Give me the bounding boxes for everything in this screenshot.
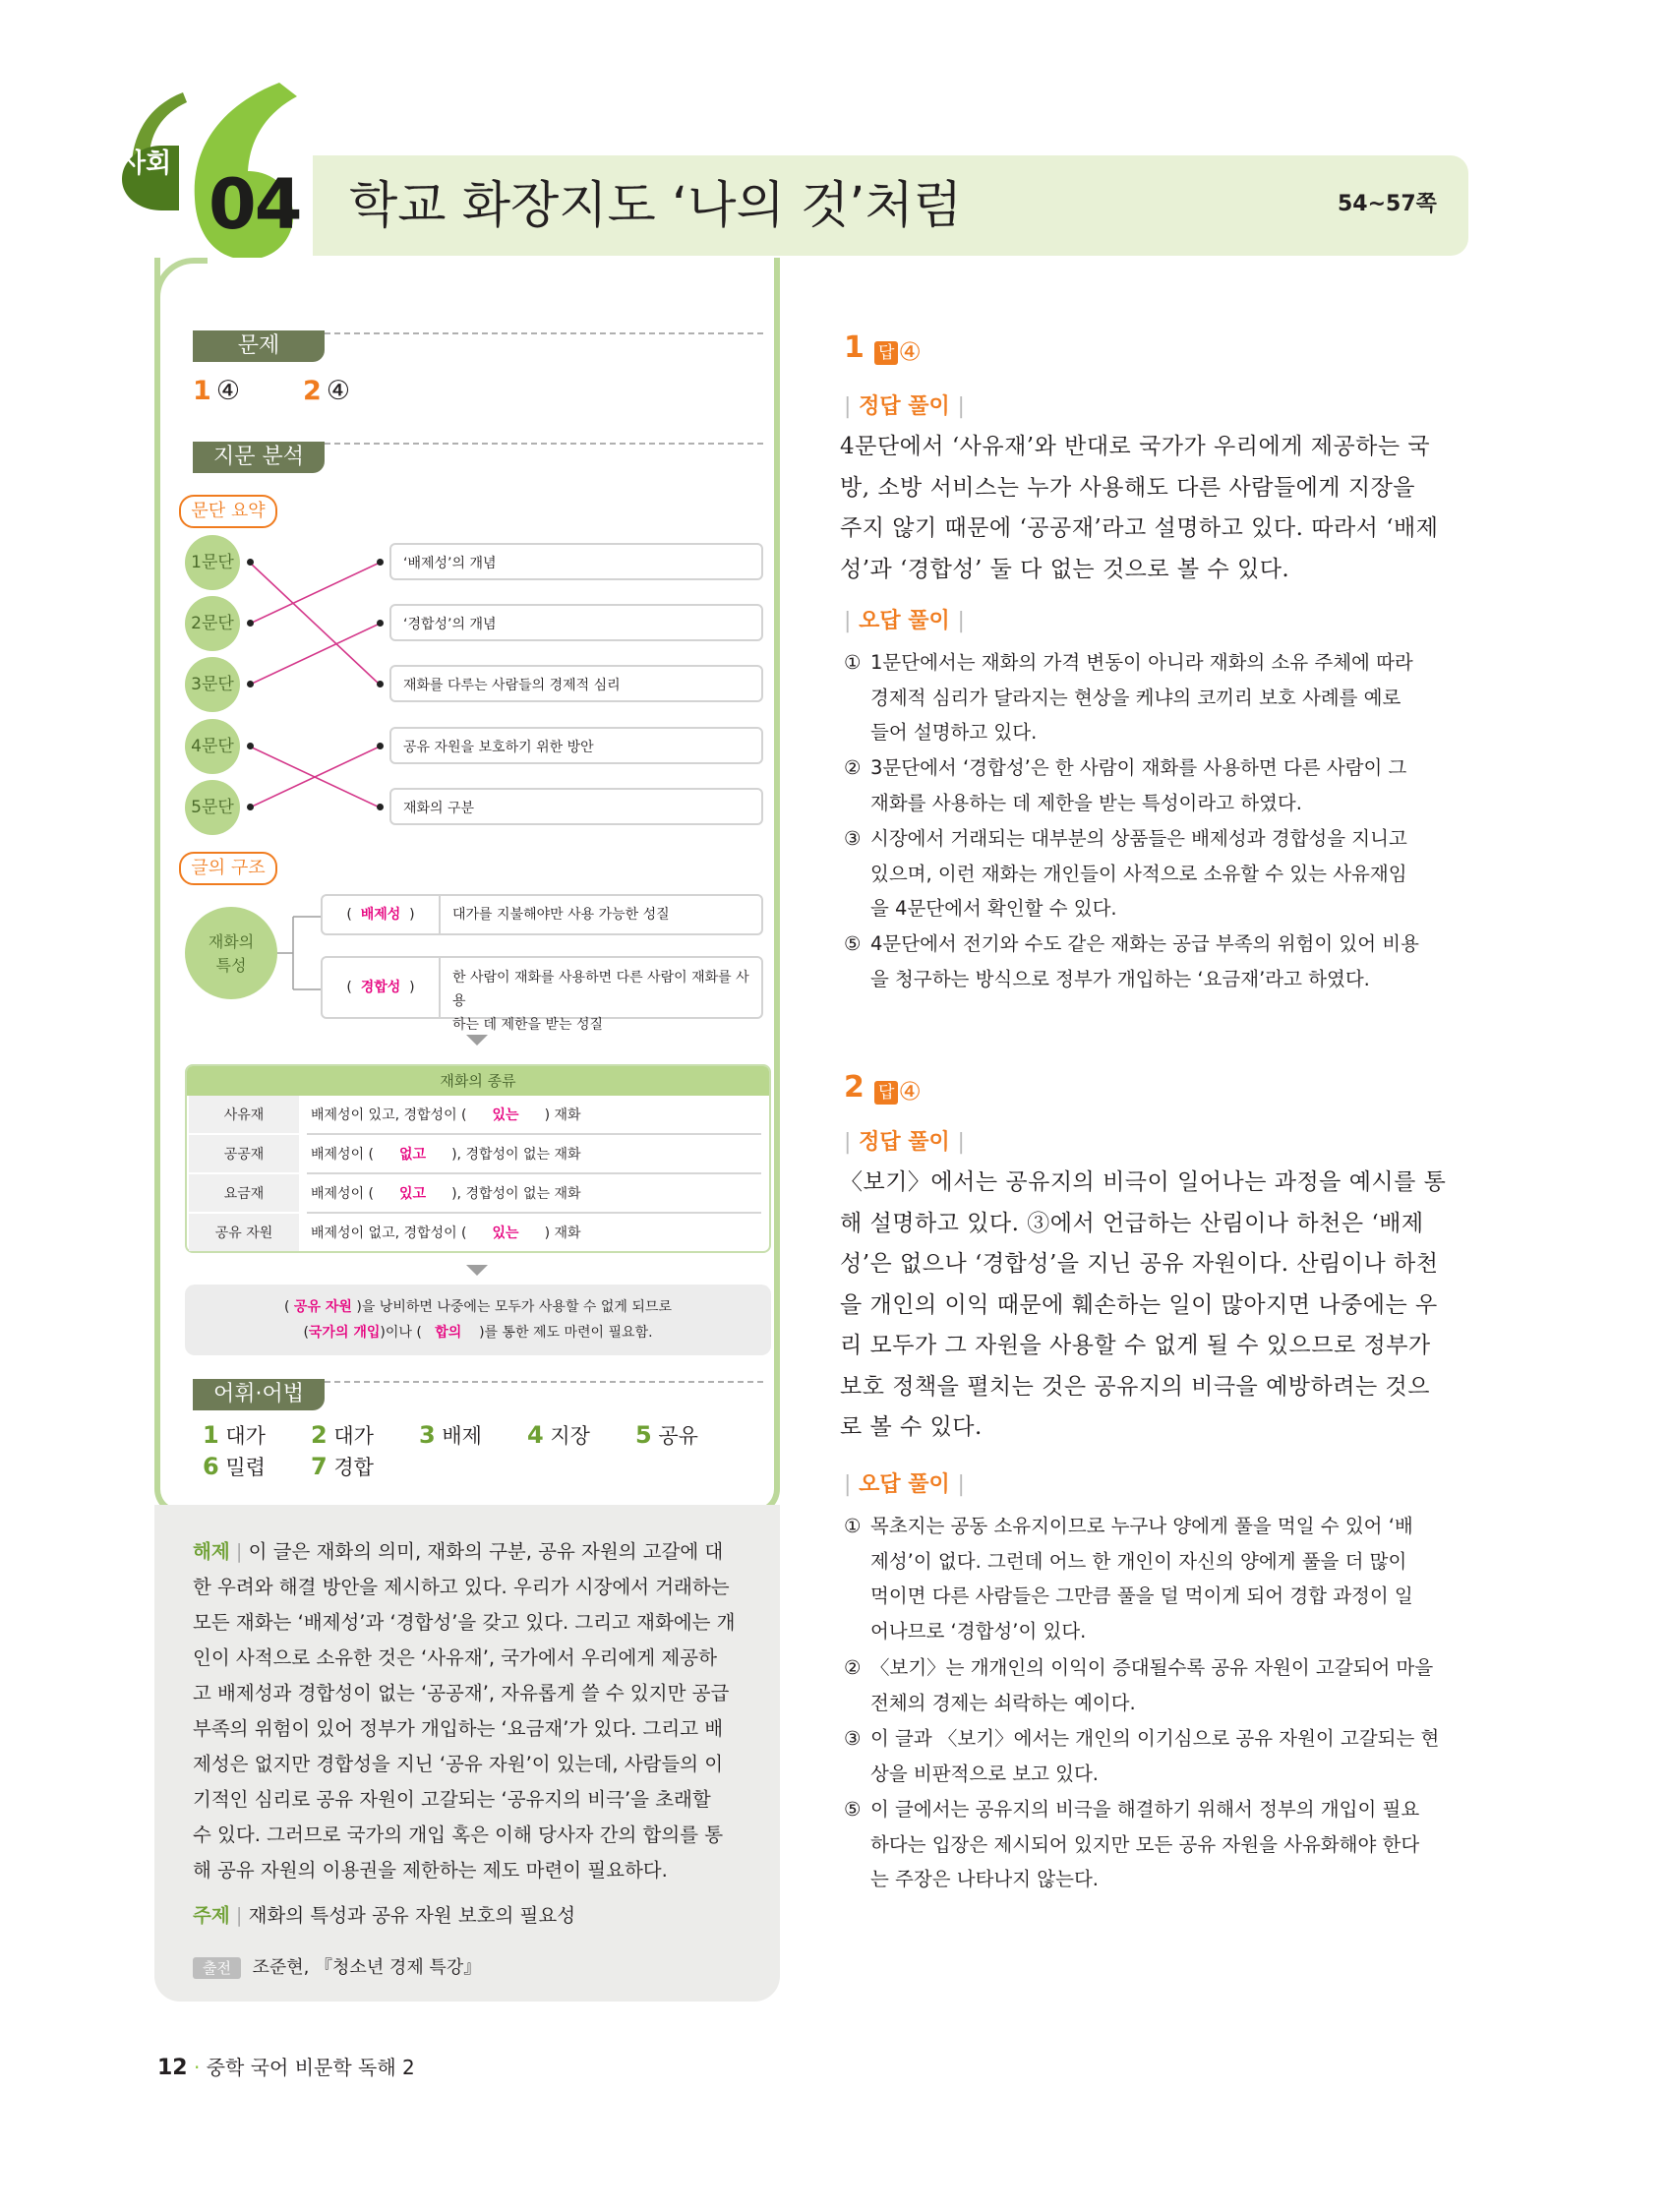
goods-kind-row: 사유재 배제성이 있고, 경합성이 ( 있는 ) 재화 [189, 1096, 767, 1135]
q1-wrong-heading: | 오답 풀이 | [844, 609, 965, 633]
divider [325, 332, 763, 334]
vocab-item: 3 배제 [419, 1421, 482, 1449]
q2-wrong-item: ③ 이 글과 〈보기〉에서는 개인의 이기심으로 공유 자원이 고갈되는 현 상을 비판적으로 보고 있다. [844, 1727, 1440, 1785]
q2-header: 2 답 ④ [844, 1070, 922, 1107]
summary-label: 해제 [193, 1540, 230, 1563]
subject-badge: 사회 [120, 149, 172, 179]
vocab-item: 6 밀렵 [203, 1453, 266, 1480]
structure-pill: 글의 구조 [179, 852, 277, 885]
page-number: 12 [157, 2056, 188, 2080]
q2-correct-heading: | 정답 풀이 | [844, 1130, 965, 1155]
q1-wrong-item: ③ 시장에서 거래되는 대부분의 상품들은 배제성과 경합성을 지니고 있으며, 이런 재화는 개인들이 사적으로 소유할 수 있는 사유재임 을 4문단에서 확인할 수 있다. [844, 827, 1407, 920]
q2-correct-text: 〈보기〉에서는 공유지의 비극이 일어나는 과정을 예시를 통 해 설명하고 있다. ③에서 언급하는 산림이나 하천은 ‘배제 성’은 없으나 ‘경합성’을 지닌 공유 자원이다. 산림이나 하천 을 개인의 이익 때문에 훼손하는 일이 많아지면 나중에는 우 리 모두가 그 자원을 사용할 수 없게 될 수 있으므로 정부가 보호 정책을 펼치는 것은 공유지의 비극을 예방하려는 것으 로 볼 수 있다. [840, 1169, 1447, 1440]
summary-box-2: ‘경합성’의 개념 [389, 604, 763, 641]
q1-wrong-item: ② 3문단에서 ‘경합성’은 한 사람이 재화를 사용하면 다른 사람이 그 재화를 사용하는 데 제한을 받는 특성이라고 하였다. [844, 756, 1407, 814]
divider [325, 443, 763, 445]
vocab-item: 1 대가 [203, 1421, 266, 1449]
q2-wrong-heading: | 오답 풀이 | [844, 1472, 965, 1497]
vocab-tab: 어휘·어법 [193, 1379, 325, 1410]
matching-lines [236, 531, 393, 856]
dot [377, 804, 384, 810]
dot [247, 559, 254, 566]
dot [377, 743, 384, 749]
analysis-tab: 지문 분석 [193, 442, 325, 473]
paragraph-5: 5문단 [185, 780, 240, 835]
paragraph-2: 2문단 [185, 596, 240, 651]
dot [247, 681, 254, 688]
q2-wrong-item: ⑤ 이 글에서는 공유지의 비극을 해결하기 위해서 정부의 개입이 필요 하다는 입장은 제시되어 있지만 모든 공유 자원을 사유화해야 한다 는 주장은 나타나지 않는다. [844, 1798, 1420, 1890]
summary-text: 해제 | 이 글은 재화의 의미, 재화의 구분, 공유 자원의 고갈에 대 한 우려와 해결 방안을 제시하고 있다. 우리가 시장에서 거래하는 모든 재화는 ‘배제성’과 ‘경합성’을 갖고 있다. 그리고 재화에는 개 인이 사적으로 소유한 것은 ‘사유재’, 국가에서 우리에게 제공하 고 배제성과 경합성이 없는 ‘공공재’, 자유롭게 쓸 수 있지만 공급 부족의 위험이 있어 정부가 개입하는 ‘요금재’가 있다. 그리고 배 제성은 없지만 경합성을 지닌 ‘공유 자원’이 있는데, 사람들의 이 기적인 심리로 공유 자원이 고갈되는 ‘공유지의 비극’을 초래할 수 있다. 그러므로 국가의 개입 혹은 이해 당사자 간의 합의를 통 해 공유 자원의 이용권을 제한하는 제도 마련이 필요하다. [193, 1540, 736, 1882]
paragraph-4: 4문단 [185, 719, 240, 774]
q1-correct-heading: | 정답 풀이 | [844, 394, 965, 419]
trait-exclusivity: ( 배제성 ) 대가를 지불해야만 사용 가능한 성질 [321, 894, 763, 935]
goods-kind-row: 공유 자원 배제성이 없고, 경합성이 ( 있는 ) 재화 [189, 1214, 767, 1253]
page-range: 54~57쪽 [1338, 192, 1437, 216]
q2-wrong-item: ① 목초지는 공동 소유지이므로 누구나 양에게 풀을 먹일 수 있어 ‘배 제성’이 없다. 그런데 어느 한 개인이 자신의 양에게 풀을 더 많이 먹이면 다른 사람들은 그만큼 풀을 덜 먹이게 되어 경합 과정이 일 어나므로 ‘경합성’이 있다. [844, 1515, 1413, 1643]
paragraph-3: 3문단 [185, 657, 240, 712]
arrow-down-icon [466, 1265, 488, 1276]
goods-kind-row: 요금재 배제성이 ( 있고 ), 경합성이 없는 재화 [189, 1174, 767, 1214]
dot [247, 620, 254, 627]
vocab-item: 5 공유 [635, 1421, 698, 1449]
vocab-item: 4 지장 [527, 1421, 590, 1449]
paragraph-1: 1문단 [185, 535, 240, 590]
vocab-item: 7 경합 [311, 1453, 374, 1480]
source-line: 출전 조준현, 『청소년 경제 특강』 [193, 1953, 481, 1979]
dot [377, 559, 384, 566]
goods-traits-circle: 재화의 특성 [185, 907, 277, 999]
q1-header: 1 답 ④ [844, 330, 922, 368]
dot [377, 681, 384, 688]
goods-kind-row: 공공재 배제성이 ( 없고 ), 경합성이 없는 재화 [189, 1135, 767, 1174]
bracket-lines [277, 913, 323, 1001]
summary-box-1: ‘배제성’의 개념 [389, 543, 763, 580]
goods-kinds-title: 재화의 종류 [187, 1066, 769, 1096]
source-tag: 출전 [193, 1957, 241, 1979]
structure-conclusion: ( 공유 자원 )을 낭비하면 나중에는 모두가 사용할 수 없게 되므로 (국가의 개입)이나 ( 합의 )를 통한 제도 마련이 필요함. [185, 1285, 771, 1355]
q1-wrong-item: ① 1문단에서는 재화의 가격 변동이 아니라 재화의 소유 주체에 따라 경제적 심리가 달라지는 현상을 케냐의 코끼리 보호 사례를 예로 들어 설명하고 있다. [844, 651, 1413, 744]
book-title: 중학 국어 비문학 독해 2 [206, 2056, 415, 2079]
summary-box-5: 재화의 구분 [389, 788, 763, 825]
divider [325, 1381, 763, 1383]
answer-1: 1 ④ [193, 376, 241, 406]
dot [247, 804, 254, 810]
page-footer: 12 · 중학 국어 비문학 독해 2 [157, 2056, 415, 2080]
theme-line: 주제 | 재화의 특성과 공유 자원 보호의 필요성 [193, 1904, 576, 1927]
answer-2: 2 ④ [303, 376, 351, 406]
arrow-down-icon [466, 1035, 488, 1046]
paragraph-summary-pill: 문단 요약 [179, 495, 277, 528]
lesson-number: 04 [209, 164, 301, 245]
trait-rivalry: ( 경합성 ) 한 사람이 재화를 사용하면 다른 사람이 재화를 사용 하는 데 제한을 받는 성질 [321, 956, 763, 1019]
vocab-item: 2 대가 [311, 1421, 374, 1449]
summary-box-4: 공유 자원을 보호하기 위한 방안 [389, 727, 763, 764]
q1-wrong-item: ⑤ 4문단에서 전기와 수도 같은 재화는 공급 부족의 위험이 있어 비용 을 청구하는 방식으로 정부가 개입하는 ‘요금재’라고 하였다. [844, 932, 1419, 990]
dot [377, 620, 384, 627]
q1-correct-text: 4문단에서 ‘사유재’와 반대로 국가가 우리에게 제공하는 국 방, 소방 서비스는 누가 사용해도 다른 사람들에게 지장을 주지 않기 때문에 ‘공공재’라고 설명하고 있다. 따라서 ‘배제 성’과 ‘경합성’ 둘 다 없는 것으로 볼 수 있다. [840, 434, 1439, 582]
problems-tab: 문제 [193, 330, 325, 362]
dot [247, 743, 254, 749]
summary-box-3: 재화를 다루는 사람들의 경제적 심리 [389, 665, 763, 702]
q2-wrong-item: ② 〈보기〉는 개개인의 이익이 증대될수록 공유 자원이 고갈되어 마을 전체의 경제는 쇠락하는 예이다. [844, 1656, 1434, 1714]
lesson-title: 학교 화장지도 ‘나의 것’처럼 [349, 177, 962, 235]
